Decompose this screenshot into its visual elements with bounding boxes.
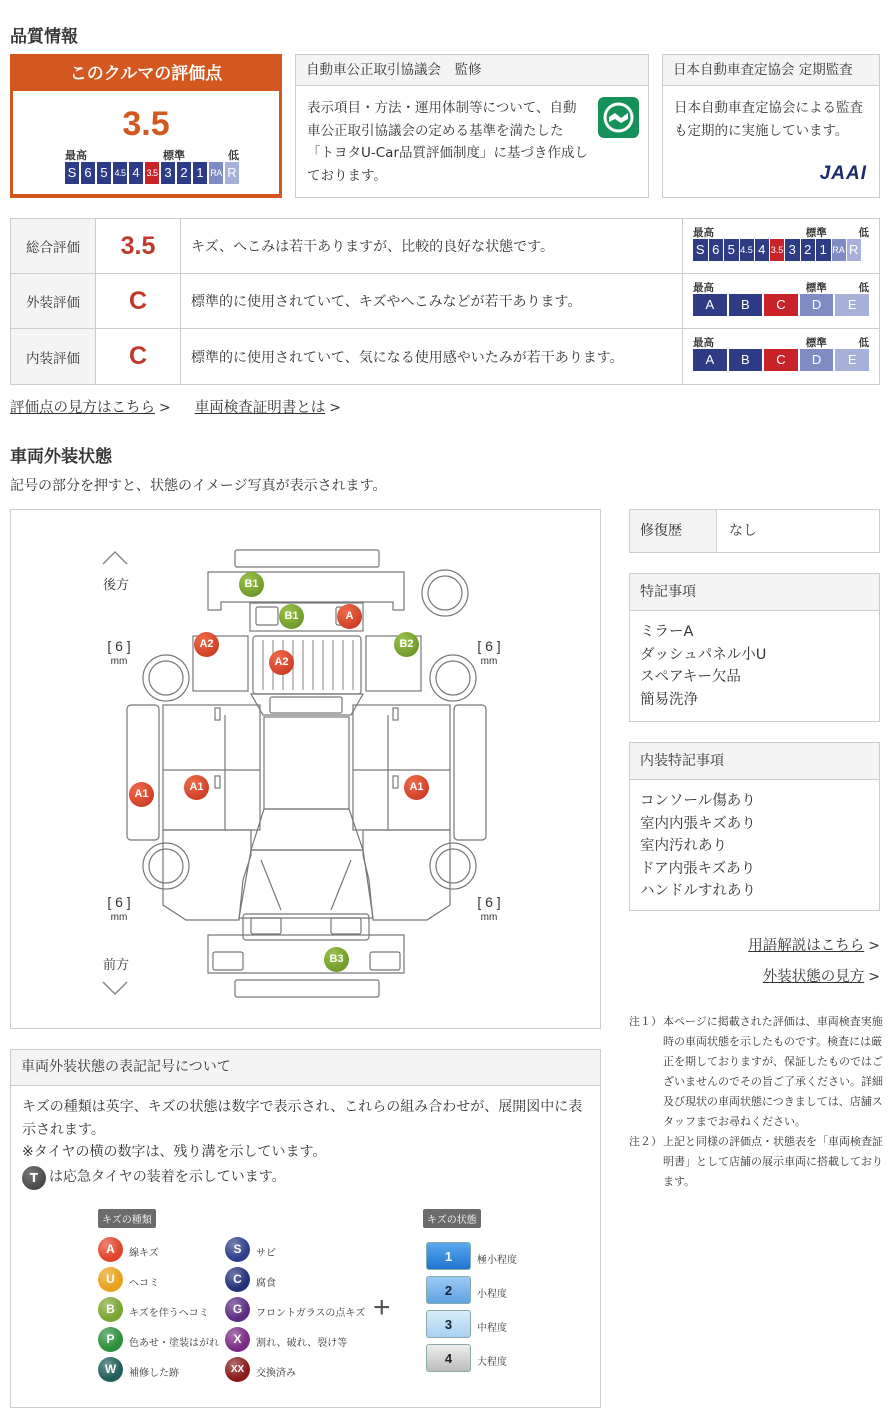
damage-type-label: キズを伴うヘコミ [129,1308,209,1319]
scale-cell: A [693,349,727,371]
plus-icon: + [373,1291,391,1324]
score-scale [65,162,239,184]
exterior-guide-link-label[interactable]: 外装状態の見方 [762,969,865,985]
glossary-link[interactable] [748,934,880,955]
scale-cell: 6 [709,239,724,261]
scale-cell: RA [832,239,846,261]
scale-cell: A [693,294,727,316]
car-diagram [11,510,602,1030]
scale-cell: 3.5 [770,239,784,261]
scale-cell: C [764,294,798,316]
scale-cell: E [835,349,869,371]
inspection-cert-link-label[interactable]: 車両検査証明書とは [194,400,326,416]
scale-cell: R [847,239,862,261]
rating-desc: 標準的に使用されていて、キズやへこみなどが若干あります。 [181,274,683,328]
rating-grade: C [96,329,181,384]
scale-cell: D [800,349,834,371]
right-skirt [454,705,486,840]
exterior-subtitle: 記号の部分を押すと、状態のイメージ写真が表示されます。 [10,478,387,494]
scale-high-label: 最高 [693,282,714,294]
damage-type-label: フロントガラスの点キズ [256,1308,366,1319]
rating-desc: キズ、へこみは若干ありますが、比較的良好な状態です。 [181,219,683,273]
scale-cell: 6 [81,162,95,184]
damage-level-label: 中程度 [477,1323,507,1334]
scale-cell: 1 [193,162,207,184]
scale-cell: 1 [816,239,831,261]
damage-badge-rear-left-quarter[interactable]: A2 [194,632,219,657]
jaai-logo: JAAI [819,163,867,184]
damage-level-box: 2 [426,1276,471,1304]
list-item: ドア内張キズあり [640,860,756,877]
rear-label: 後方 [103,578,130,593]
how-to-read-link-label[interactable]: 評価点の見方はこちら [10,400,155,416]
scale-low-label: 低 [858,282,869,294]
interior-notes-header: 内装特記事項 [630,743,879,780]
legend-header: 車両外装状態の表記記号について [11,1050,600,1086]
damage-type-icon: C [225,1267,250,1292]
damage-badge-tailgate[interactable]: B1 [279,604,304,629]
damage-type-icon: A [98,1237,123,1262]
quality-title: 品質情報 [10,27,78,47]
scale-cell: S [65,162,79,184]
footnote-key: 注２） [629,1135,662,1148]
damage-badge-rear-right-quarter[interactable]: B2 [394,632,419,657]
exterior-title: 車両外装状態 [10,447,112,467]
front-label: 前方 [103,958,130,973]
legend-line2: ※タイヤの横の数字は、残り溝を示しています。 [22,1144,327,1160]
scale-low-label: 低 [858,337,869,349]
scale-cell: 3 [161,162,175,184]
fair-trade-header: 自動車公正取引協議会 監修 [296,55,648,86]
footnote-key: 注１） [629,1015,662,1028]
scale-cell: 4.5 [113,162,127,184]
tire-depth-rear-right: [ 6 ] mm [477,638,501,667]
scale-cell: 5 [724,239,739,261]
exterior-diagram [10,509,601,1029]
hood-outline [239,850,373,918]
chevron-right-icon: > [329,400,341,416]
list-item: スペアキー欠品 [640,669,741,685]
list-item: 室内汚れあり [640,838,727,854]
rating-label: 外装評価 [11,274,96,328]
damage-badge-roof[interactable]: A2 [269,650,294,675]
scale-cell: 3.5 [145,162,159,184]
damage-type-label: 交換済み [256,1368,296,1379]
spare-tire [422,570,468,616]
damage-type-icon: B [98,1297,123,1322]
special-notes-header: 特記事項 [630,574,879,611]
damage-type-label: サビ [256,1248,276,1259]
scale-std-label: 標準 [805,282,827,294]
repair-history [629,509,880,553]
ratings-table [10,218,880,385]
score-box-header: このクルマの評価点 [69,64,223,84]
front-left-fender [163,830,251,920]
list-item: 簡易洗浄 [640,691,698,708]
damage-type-label: 腐食 [256,1278,276,1289]
damage-badge-front-bumper[interactable]: B3 [324,947,349,972]
damage-badge-tailgate-right[interactable]: A [337,604,362,629]
tire-depth-front-right: [ 6 ] mm [477,894,501,923]
scale-low-label: 低 [858,227,869,239]
legend-line1: キズの種類は英字、キズの状態は数字で表示され、これらの組み合わせが、展開図中に表示されます。 [22,1099,583,1138]
chevron-right-icon: > [868,969,880,985]
rating-grade: C [96,274,181,328]
exterior-guide-link[interactable] [763,965,880,986]
interior-notes [629,742,880,911]
rating-desc: 標準的に使用されていて、気になる使用感やいたみが若干あります。 [181,329,683,384]
scale-cell: 5 [97,162,111,184]
inspection-cert-link[interactable] [195,396,341,417]
scale-cell: 2 [177,162,191,184]
interior-notes-list [630,780,879,913]
scale-cell: D [800,294,834,316]
damage-type-label: 補修した跡 [129,1368,179,1379]
footnote [629,1012,884,1132]
damage-type-icon: X [225,1327,250,1352]
spare-tire-icon: T [22,1166,46,1190]
scale-cell: 3 [785,239,800,261]
legend-box [10,1049,601,1408]
special-notes-list [630,611,879,721]
rating-grade: 3.5 [96,219,181,273]
fair-trade-logo [598,97,639,138]
left-skirt [127,705,159,840]
repair-history-label: 修復歴 [630,510,717,552]
damage-type-icon: U [98,1267,123,1292]
types-label: キズの種類 [98,1209,156,1228]
chevron-down-icon [103,982,127,994]
fair-trade-box [295,54,649,198]
scale-cell: C [764,349,798,371]
scale-cell: B [729,294,763,316]
score-box [10,54,282,198]
jaai-header: 日本自動車査定協会 定期監査 [663,55,879,86]
damage-type-label: 割れ、破れ、裂け等 [256,1338,348,1349]
scale-std-label: 標準 [805,227,827,239]
footnote-text: 本ページに掲載された評価は、車両検査実施時の車両状態を示したものです。検査には厳正を期しておりますが、保証したものではございませんのでその旨ご了承ください。詳細及び現状の車両状態につきましては、店舗スタッフまでお尋ねください。 [663,1015,883,1128]
scale-cell: 4 [755,239,770,261]
damage-type-icon: P [98,1327,123,1352]
scale-cell: B [729,349,763,371]
rating-scale [683,274,879,328]
damage-type-icon: W [98,1357,123,1382]
scale-cell: 4 [129,162,143,184]
chevron-up-icon [103,552,127,564]
scale-cell: 2 [801,239,816,261]
damage-badge-left-skirt[interactable]: A1 [129,782,154,807]
damage-level-label: 小程度 [477,1289,507,1300]
rear-panel-outline [208,572,404,610]
rating-row [11,329,879,384]
rating-label: 総合評価 [11,219,96,273]
rating-label: 内装評価 [11,329,96,384]
damage-type-label: 線キズ [129,1248,159,1259]
rating-scale [683,329,879,384]
scale-std-label: 標準 [805,337,827,349]
front-right-fender [363,830,450,920]
scale-cell: E [835,294,869,316]
front-bumper-outline [208,935,404,973]
scale-std-label: 標準 [163,149,185,162]
scale-cell: RA [209,162,223,184]
footnote-text: 上記と同様の評価点・状態表を「車両検査証明書」として店舗の展示車両に搭載しております。 [663,1135,883,1188]
damage-type-icon: G [225,1297,250,1322]
special-notes [629,573,880,722]
footnote [629,1132,884,1192]
damage-badge-right-door[interactable]: A1 [404,775,429,800]
damage-type-icon: S [225,1237,250,1262]
roof-center-outline [264,717,349,809]
glossary-link-label[interactable]: 用語解説はこちら [748,938,865,954]
right-doors-outline [353,705,450,830]
rating-row [11,274,879,329]
scale-high-label: 最高 [65,149,87,162]
rear-bumper-outline [235,550,379,567]
scale-low-label: 低 [228,149,239,162]
chevron-right-icon: > [868,938,880,954]
chevron-right-icon: > [159,400,171,416]
how-to-read-link[interactable] [10,396,171,417]
rating-row [11,219,879,274]
scale-cell: 4.5 [740,239,754,261]
tire-depth-rear-left: [ 6 ] mm [107,638,131,667]
fair-trade-text: 表示項目・方法・運用体制等について、自動車公正取引協議会の定める基準を満たした「トヨタU-Car品質評価制度」に基づき作成しております。 [307,100,589,184]
list-item: 室内内張キズあり [640,815,756,832]
damage-level-box: 4 [426,1344,471,1372]
damage-badge-left-door[interactable]: A1 [184,775,209,800]
damage-type-icon: XX [225,1357,250,1382]
damage-type-label: 色あせ・塗装はがれ [129,1338,219,1349]
damage-type-label: ヘコミ [129,1278,159,1289]
windshield-outline [251,809,363,850]
score-value: 3.5 [122,105,170,143]
damage-level-label: 大程度 [477,1357,507,1368]
damage-level-box: 1 [426,1242,471,1270]
scale-cell: R [225,162,239,184]
front-lip-outline [235,980,379,997]
scale-high-label: 最高 [693,227,714,239]
damage-level-box: 3 [426,1310,471,1338]
damage-badge-rear-bumper[interactable]: B1 [239,572,264,597]
levels-label: キズの状態 [423,1209,481,1228]
scale-cell: S [693,239,708,261]
left-doors-outline [163,705,260,830]
legend-line3: は応急タイヤの装着を示しています。 [49,1169,286,1186]
tire-depth-front-left: [ 6 ] mm [107,894,131,923]
repair-history-value: なし [729,523,757,539]
jaai-text: 日本自動車査定協会による監査も定期的に実施しています。 [674,100,863,139]
jaai-box [662,54,880,198]
list-item: ダッシュパネル小U [640,646,767,663]
scale-high-label: 最高 [693,337,714,349]
rating-scale [683,219,879,273]
list-item: ハンドルすれあり [640,883,756,899]
list-item: コンソール傷あり [640,793,756,809]
footnotes [629,1012,884,1192]
damage-level-label: 極小程度 [477,1255,517,1266]
list-item: ミラーA [640,624,694,640]
